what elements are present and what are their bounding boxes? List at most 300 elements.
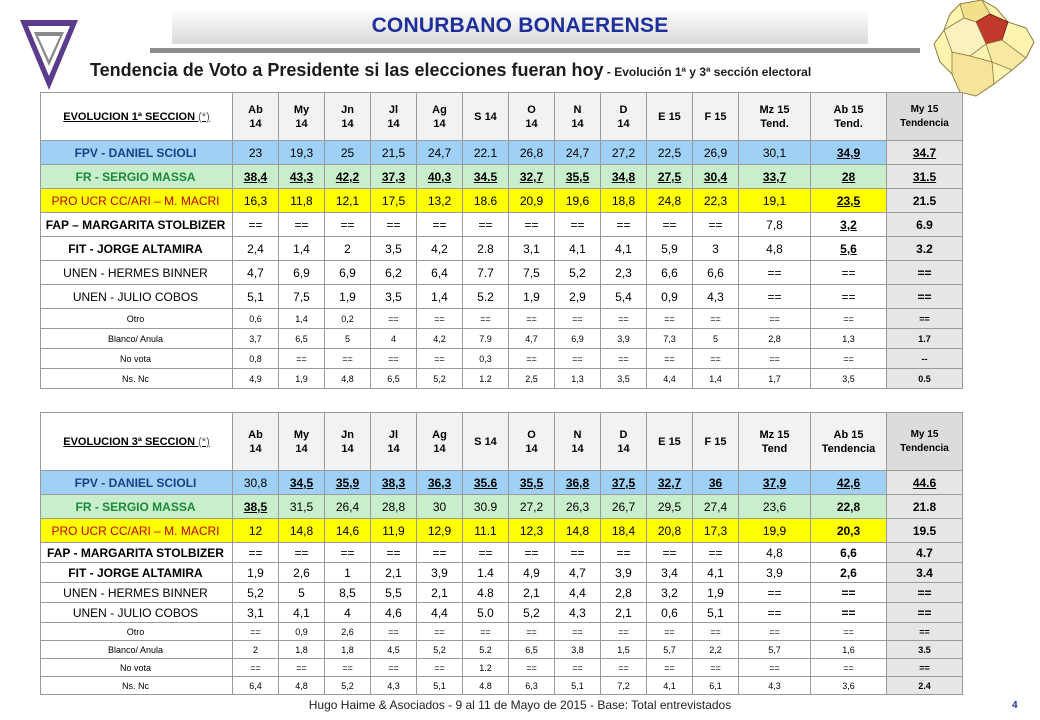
table-cell: 26,9 <box>693 141 739 165</box>
table-cell: 3,1 <box>233 603 279 623</box>
column-header-line2: 14 <box>295 442 308 455</box>
row-label: Otro <box>41 309 233 329</box>
row-label: FR - SERGIO MASSA <box>41 495 233 519</box>
table-cell: == <box>887 623 963 641</box>
table-cell: 3,5 <box>811 369 887 389</box>
column-header <box>739 413 811 471</box>
column-header-line2: 14 <box>249 117 262 130</box>
table-row <box>41 369 963 389</box>
table-cell: 6,4 <box>417 261 463 285</box>
table-cell: == <box>739 261 811 285</box>
table-cell: 12 <box>233 519 279 543</box>
table-cell: 16,3 <box>233 189 279 213</box>
column-header-line2: 14 <box>525 117 538 130</box>
table-cell: 28 <box>811 165 887 189</box>
table-cell: 6,4 <box>233 677 279 695</box>
column-header-line2: 14 <box>433 117 446 130</box>
table-cell: 5,6 <box>811 237 887 261</box>
table-cell: 13,2 <box>417 189 463 213</box>
column-header <box>601 93 647 141</box>
footer-text: Hugo Haime & Asociados - 9 al 11 de Mayo de 2015 - Base: Total entrevistados <box>308 698 732 712</box>
table-cell: == <box>811 349 887 369</box>
row-label: Ns. Nc <box>41 677 233 695</box>
column-header <box>233 413 279 471</box>
table-cell: == <box>647 349 693 369</box>
table-cell: 2,6 <box>279 563 325 583</box>
table-cell: 5.0 <box>463 603 509 623</box>
column-header-line1: F 15 <box>704 435 727 448</box>
table-cell: 0.5 <box>887 369 963 389</box>
table-cell: == <box>371 543 417 563</box>
table-cell: == <box>601 623 647 641</box>
table-cell: 7,5 <box>279 285 325 309</box>
column-header-line1: Ag <box>432 103 447 116</box>
table-cell: 26,8 <box>509 141 555 165</box>
table-cell: 4,1 <box>555 237 601 261</box>
table-row <box>41 189 963 213</box>
table-cell: 35,5 <box>509 471 555 495</box>
column-header-line1: Ab 15 <box>833 428 864 441</box>
table-cell: 0,6 <box>647 603 693 623</box>
table-cell: 5,1 <box>233 285 279 309</box>
row-label: UNEN - JULIO COBOS <box>41 603 233 623</box>
table-cell: == <box>463 213 509 237</box>
column-header-line1: E 15 <box>658 435 681 448</box>
table-cell: 2.8 <box>463 237 509 261</box>
column-header-line1: O <box>527 103 536 116</box>
column-header <box>693 93 739 141</box>
table-cell: 43,3 <box>279 165 325 189</box>
table-cell: 12,1 <box>325 189 371 213</box>
table-row <box>41 309 963 329</box>
row-label: UNEN - JULIO COBOS <box>41 285 233 309</box>
table-cell: 42,2 <box>325 165 371 189</box>
table-cell: 30,4 <box>693 165 739 189</box>
row-label: Otro <box>41 623 233 641</box>
table-cell: 1.4 <box>463 563 509 583</box>
table-cell: 31,5 <box>279 495 325 519</box>
table-cell: 30,8 <box>233 471 279 495</box>
table-cell: 2,1 <box>371 563 417 583</box>
row-label: PRO UCR CC/ARI – M. MACRI <box>41 189 233 213</box>
section-title <box>41 93 233 141</box>
column-header-line2: 14 <box>295 117 308 130</box>
column-header <box>371 413 417 471</box>
table-cell: == <box>601 309 647 329</box>
table-cell: == <box>647 659 693 677</box>
page-number: 4 <box>1012 700 1018 711</box>
column-header <box>279 413 325 471</box>
table-cell: 1,9 <box>693 583 739 603</box>
table-cell: 3,7 <box>233 329 279 349</box>
table-cell: == <box>739 349 811 369</box>
third-section-header-row <box>41 413 963 471</box>
table-cell: 3.5 <box>887 641 963 659</box>
table-cell: 5,1 <box>693 603 739 623</box>
table-cell: 6,9 <box>555 329 601 349</box>
column-header-line2: 14 <box>571 117 584 130</box>
table-cell: == <box>555 659 601 677</box>
table-cell: 5,4 <box>601 285 647 309</box>
table-cell: 19,6 <box>555 189 601 213</box>
table-cell: 5.2 <box>463 641 509 659</box>
table-cell: 36,8 <box>555 471 601 495</box>
table-cell: == <box>739 623 811 641</box>
column-header-line2: 14 <box>571 442 584 455</box>
table-cell: 1,9 <box>279 369 325 389</box>
table-cell: 5,2 <box>509 603 555 623</box>
table-cell: 3 <box>693 237 739 261</box>
column-header-line1: Jn <box>341 103 354 116</box>
table-cell: == <box>417 309 463 329</box>
table-cell: == <box>279 349 325 369</box>
table-cell: == <box>371 659 417 677</box>
table-cell: 24,7 <box>555 141 601 165</box>
table-cell: == <box>739 285 811 309</box>
column-header <box>739 93 811 141</box>
column-header-line1: Ab 15 <box>833 103 864 116</box>
table-cell: 18,8 <box>601 189 647 213</box>
table-cell: 6,6 <box>811 543 887 563</box>
table-cell: == <box>601 543 647 563</box>
table-cell: == <box>279 543 325 563</box>
column-header-line2: 14 <box>617 117 630 130</box>
table-cell: 2,3 <box>601 261 647 285</box>
table-cell: 6,5 <box>371 369 417 389</box>
table-cell: == <box>693 543 739 563</box>
page-title: CONURBANO BONAERENSE <box>371 14 669 37</box>
table-cell: 2,6 <box>811 563 887 583</box>
section-title-text: EVOLUCION 1ª SECCION <box>63 110 196 123</box>
table-cell: 1.7 <box>887 329 963 349</box>
table-cell: 4,1 <box>279 603 325 623</box>
table-cell: 44.6 <box>887 471 963 495</box>
table-cell: 12,3 <box>509 519 555 543</box>
table-cell: 4,2 <box>417 329 463 349</box>
table-cell: 2 <box>233 641 279 659</box>
table-cell: == <box>739 309 811 329</box>
table-cell: == <box>463 623 509 641</box>
column-header-line1: Jl <box>388 103 399 116</box>
table-cell: 37,9 <box>739 471 811 495</box>
table-cell: 4,2 <box>417 237 463 261</box>
table-cell: 6,5 <box>509 641 555 659</box>
table-cell: 2,8 <box>739 329 811 349</box>
table-row <box>41 285 963 309</box>
table-cell: 30.9 <box>463 495 509 519</box>
table-cell: 38,4 <box>233 165 279 189</box>
table-cell: 19,1 <box>739 189 811 213</box>
table-cell: == <box>279 213 325 237</box>
table-cell: 27,2 <box>601 141 647 165</box>
table-cell: 7,5 <box>509 261 555 285</box>
table-cell: 17,3 <box>693 519 739 543</box>
table-cell: 34,9 <box>811 141 887 165</box>
table-cell: == <box>647 623 693 641</box>
table-cell: == <box>463 309 509 329</box>
table-cell: 7.7 <box>463 261 509 285</box>
table-cell: == <box>233 659 279 677</box>
table-row <box>41 583 963 603</box>
table-cell: 11.1 <box>463 519 509 543</box>
table-cell: == <box>601 213 647 237</box>
table-cell: == <box>509 349 555 369</box>
table-cell: 36 <box>693 471 739 495</box>
table-cell: 5,2 <box>417 369 463 389</box>
row-label: Blanco/ Anula <box>41 329 233 349</box>
column-header-line1: Ab <box>248 103 263 116</box>
table-cell: 30,1 <box>739 141 811 165</box>
table-cell: == <box>647 543 693 563</box>
table-cell: == <box>887 583 963 603</box>
table-cell: 4,9 <box>509 563 555 583</box>
table-row <box>41 641 963 659</box>
table-cell: 0,3 <box>463 349 509 369</box>
table-cell: 27,4 <box>693 495 739 519</box>
column-header-line1: Mz 15 <box>759 103 790 116</box>
column-header-line2: 14 <box>249 442 262 455</box>
table-cell: 3,5 <box>371 285 417 309</box>
table-cell: 3.4 <box>887 563 963 583</box>
table-cell: == <box>739 659 811 677</box>
table-cell: 4,3 <box>739 677 811 695</box>
table-row <box>41 165 963 189</box>
table-cell: 21.5 <box>887 189 963 213</box>
table-cell: 3,6 <box>811 677 887 695</box>
table-cell: == <box>601 659 647 677</box>
table-cell: 22,5 <box>647 141 693 165</box>
column-header <box>509 93 555 141</box>
column-header-line1: My <box>293 103 310 116</box>
table-cell: 2,1 <box>417 583 463 603</box>
table-cell: 3.2 <box>887 237 963 261</box>
table-cell: == <box>555 309 601 329</box>
table-cell: == <box>555 213 601 237</box>
table-row <box>41 495 963 519</box>
table-cell: 20,3 <box>811 519 887 543</box>
table-cell: 23,5 <box>811 189 887 213</box>
row-label: FIT - JORGE ALTAMIRA <box>41 563 233 583</box>
table-row <box>41 329 963 349</box>
table-cell: 4,3 <box>693 285 739 309</box>
column-header <box>601 413 647 471</box>
table-cell: == <box>325 659 371 677</box>
table-cell: 1,7 <box>739 369 811 389</box>
table-cell: 1,9 <box>233 563 279 583</box>
table-cell: 35,9 <box>325 471 371 495</box>
table-cell: 26,7 <box>601 495 647 519</box>
table-cell: 1.2 <box>463 659 509 677</box>
first-section-header-row <box>41 93 963 141</box>
column-header-line1: D <box>619 103 628 116</box>
table-cell: 11,9 <box>371 519 417 543</box>
table-cell: 5,2 <box>417 641 463 659</box>
table-cell: 28,8 <box>371 495 417 519</box>
table-cell: 1,6 <box>811 641 887 659</box>
table-cell: == <box>509 543 555 563</box>
table-cell: 4 <box>371 329 417 349</box>
column-header-line1: S 14 <box>474 110 497 123</box>
table-cell: 4,4 <box>647 369 693 389</box>
table-cell: 19.5 <box>887 519 963 543</box>
table-cell: 4,3 <box>371 677 417 695</box>
table-cell: 5,9 <box>647 237 693 261</box>
column-header <box>463 93 509 141</box>
table-row <box>41 141 963 165</box>
table-cell: 21.8 <box>887 495 963 519</box>
table-cell: 2,1 <box>601 603 647 623</box>
table-cell: 14,8 <box>279 519 325 543</box>
table-cell: 4.8 <box>463 583 509 603</box>
table-cell: 34,5 <box>279 471 325 495</box>
table-cell: 4,1 <box>647 677 693 695</box>
column-header <box>417 413 463 471</box>
table-row <box>41 261 963 285</box>
title-divider <box>150 48 920 53</box>
table-cell: 5 <box>325 329 371 349</box>
column-header <box>811 93 887 141</box>
table-cell: == <box>811 261 887 285</box>
table-cell: 5 <box>693 329 739 349</box>
column-header-line1: D <box>619 428 628 441</box>
table-cell: 4,8 <box>739 543 811 563</box>
table-cell: == <box>887 659 963 677</box>
column-header-line2: 14 <box>387 117 400 130</box>
table-row <box>41 349 963 369</box>
table-row <box>41 543 963 563</box>
table-cell: == <box>325 349 371 369</box>
table-cell: 2,2 <box>693 641 739 659</box>
column-header <box>887 413 963 471</box>
table-cell: == <box>811 309 887 329</box>
table-cell: 7,2 <box>601 677 647 695</box>
table-cell: 4,1 <box>693 563 739 583</box>
table-cell: 27,2 <box>509 495 555 519</box>
table-row <box>41 213 963 237</box>
table-cell: == <box>417 349 463 369</box>
column-header-line2: Tend. <box>834 117 863 130</box>
table-cell: == <box>887 285 963 309</box>
table-cell: 3,1 <box>509 237 555 261</box>
table-cell: 0,2 <box>325 309 371 329</box>
table-cell: 36,3 <box>417 471 463 495</box>
table-cell: == <box>371 213 417 237</box>
row-label: UNEN - HERMES BINNER <box>41 261 233 285</box>
table-cell: 1,4 <box>279 237 325 261</box>
table-cell: 24,7 <box>417 141 463 165</box>
table-cell: 8,5 <box>325 583 371 603</box>
table-cell: == <box>693 659 739 677</box>
table-cell: == <box>279 659 325 677</box>
table-cell: 6,6 <box>647 261 693 285</box>
table-cell: 25 <box>325 141 371 165</box>
column-header <box>371 93 417 141</box>
table-cell: == <box>811 659 887 677</box>
table-cell: 23 <box>233 141 279 165</box>
section-title-note: (*) <box>195 435 210 448</box>
table-cell: == <box>887 309 963 329</box>
table-row <box>41 659 963 677</box>
column-header <box>647 93 693 141</box>
table-cell: 5,7 <box>647 641 693 659</box>
table-cell: 23,6 <box>739 495 811 519</box>
table-cell: 7.9 <box>463 329 509 349</box>
section-title <box>41 413 233 471</box>
table-row <box>41 677 963 695</box>
column-header <box>325 413 371 471</box>
table-cell: == <box>693 309 739 329</box>
subtitle-main: Tendencia de Voto a Presidente si las elecciones fueran hoy <box>90 60 604 80</box>
table-cell: 19,9 <box>739 519 811 543</box>
table-cell: 37,5 <box>601 471 647 495</box>
column-header-line1: My 15 <box>910 103 939 115</box>
column-header <box>509 413 555 471</box>
row-label: FAP - MARGARITA STOLBIZER <box>41 543 233 563</box>
column-header-line2: Tendencia <box>900 442 949 454</box>
column-header <box>555 93 601 141</box>
table-cell: 1,4 <box>417 285 463 309</box>
column-header-line1: Jn <box>341 428 354 441</box>
table-cell: 4,7 <box>555 563 601 583</box>
table-cell: 1,3 <box>811 329 887 349</box>
table-cell: 33,7 <box>739 165 811 189</box>
table-cell: 5,2 <box>325 677 371 695</box>
table-row <box>41 237 963 261</box>
table-cell: 34.7 <box>887 141 963 165</box>
column-header-line1: F 15 <box>704 110 727 123</box>
table-cell: 38,5 <box>233 495 279 519</box>
table-cell: == <box>693 623 739 641</box>
table-cell: == <box>811 623 887 641</box>
table-cell: 1 <box>325 563 371 583</box>
table-cell: 6,5 <box>279 329 325 349</box>
table-cell: 4,8 <box>279 677 325 695</box>
table-cell: 4,8 <box>325 369 371 389</box>
row-label: FAP – MARGARITA STOLBIZER <box>41 213 233 237</box>
column-header-line1: Ag <box>432 428 447 441</box>
table-cell: 6,1 <box>693 677 739 695</box>
row-label: Blanco/ Anula <box>41 641 233 659</box>
table-cell: 40,3 <box>417 165 463 189</box>
table-cell: 2.4 <box>887 677 963 695</box>
table-cell: -- <box>887 349 963 369</box>
brand-logo-icon <box>18 18 80 92</box>
column-header-line2: Tendencia <box>900 117 949 129</box>
table-cell: 4,3 <box>555 603 601 623</box>
table-cell: == <box>509 309 555 329</box>
table-cell: 0,6 <box>233 309 279 329</box>
table-row <box>41 563 963 583</box>
table-cell: 37,3 <box>371 165 417 189</box>
table-cell: == <box>463 543 509 563</box>
table-cell: == <box>417 543 463 563</box>
column-header-line2: 14 <box>341 117 354 130</box>
table-cell: == <box>811 285 887 309</box>
table-cell: 11,8 <box>279 189 325 213</box>
column-header-line1: N <box>573 103 582 116</box>
third-section-table <box>40 412 963 695</box>
table-cell: == <box>233 213 279 237</box>
table-cell: 3,5 <box>371 237 417 261</box>
table-cell: 4,7 <box>509 329 555 349</box>
table-cell: 21,5 <box>371 141 417 165</box>
table-cell: 6,6 <box>693 261 739 285</box>
table-cell: 1,9 <box>509 285 555 309</box>
table-cell: 4,8 <box>739 237 811 261</box>
table-cell: 5,1 <box>555 677 601 695</box>
row-label: PRO UCR CC/ARI – M. MACRI <box>41 519 233 543</box>
table-cell: == <box>371 623 417 641</box>
